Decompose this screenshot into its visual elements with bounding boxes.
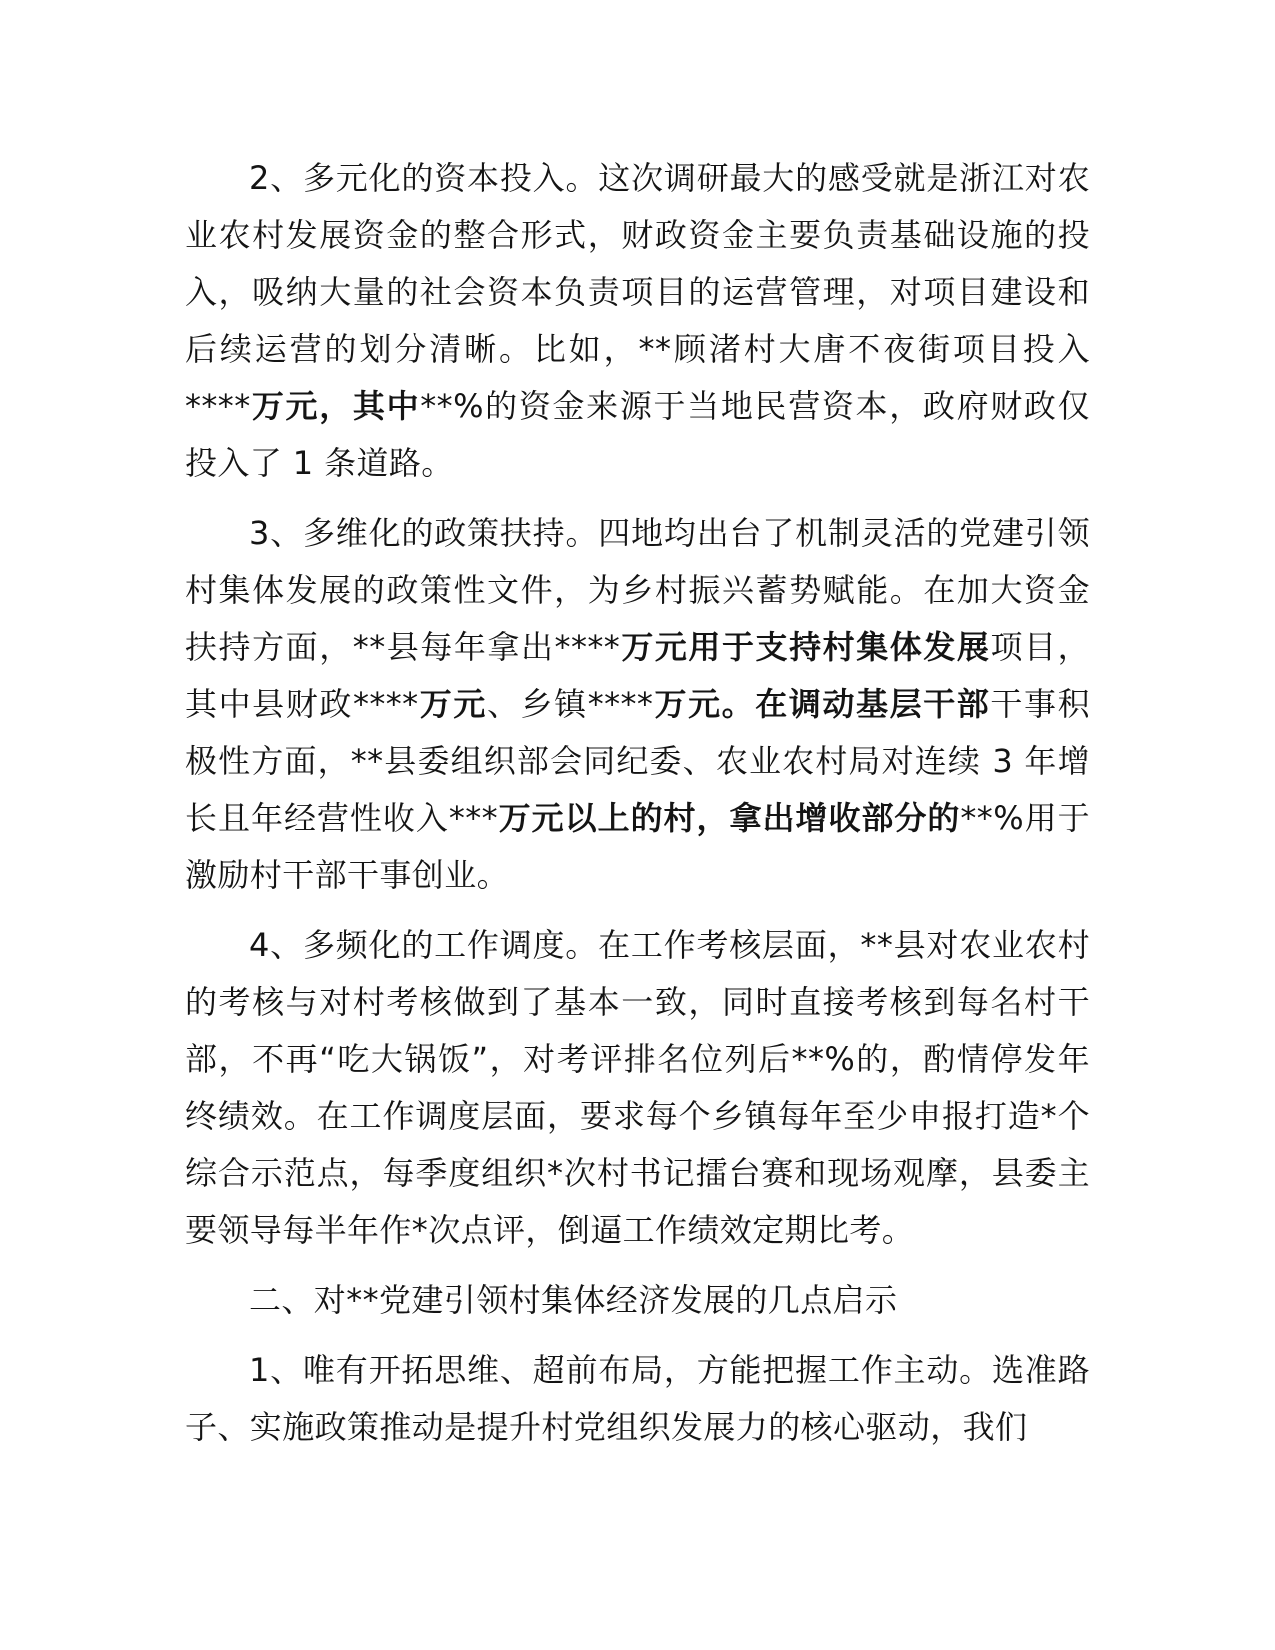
paragraph-work-scheduling [185,917,1090,1259]
text-segment: 、乡镇**** [486,685,654,723]
paragraph-policy-support [185,505,1090,904]
body-text [185,150,1090,1469]
paragraph-insight-1 [185,1342,1090,1456]
section-heading [185,1272,1090,1329]
text-segment: **%的资金来源于当地民营资本，政府财政仅投入了 1 条道路。 [185,387,1090,482]
section-heading-text: 二、对**党建引领村集体经济发展的几点启示 [249,1281,898,1319]
text-segment-bold: 万元用于支持村集体发展 [620,628,991,666]
text-segment: **%用于激励村干部干事创业。 [185,799,1090,894]
text-segment-bold: 万元。在调动基层干部 [653,685,991,723]
text-segment: 3、多维化的政策扶持。四地均出台了机制灵活的党建引领村集体发展的政策性文件，为乡村振兴蓄势赋能。在加大资金扶持方面，**县每年拿出**** [185,514,1090,666]
text-segment-bold: 万元，其中 [250,387,421,425]
text-segment: 1、唯有开拓思维、超前布局，方能把握工作主动。选准路子、实施政策推动是提升村党组织发展力的核心驱动，我们 [185,1351,1090,1446]
text-segment: 2、多元化的资本投入。这次调研最大的感受就是浙江对农业农村发展资金的整合形式，财政资金主要负责基础设施的投入，吸纳大量的社会资本负责项目的运营管理，对项目建设和后续运营的划分清晰。比如，**顾渚村大唐不夜街项目投入**** [185,159,1090,425]
text-segment: 4、多频化的工作调度。在工作考核层面，**县对农业农村的考核与对村考核做到了基本一致，同时直接考核到每名村干部，不再“吃大锅饭”，对考评排名位列后**%的，酌情停发年终绩效。在工作调度层面，要求每个乡镇每年至少申报打造*个综合示范点，每季度组织*次村书记擂台赛和现场观摩，县委主要领导每半年作*次点评，倒逼工作绩效定期比考。 [185,926,1090,1249]
paragraph-capital-investment [185,150,1090,492]
text-segment: 干事积极性方面，**县委组织部会同纪委、农业农村局对连续 3 年增长且年经营性收入*** [185,685,1090,837]
text-segment: 项目，其中县财政**** [185,628,1091,723]
text-segment-bold: 万元 [418,685,487,723]
text-segment-bold: 万元以上的村，拿出增收部分的 [498,799,961,837]
